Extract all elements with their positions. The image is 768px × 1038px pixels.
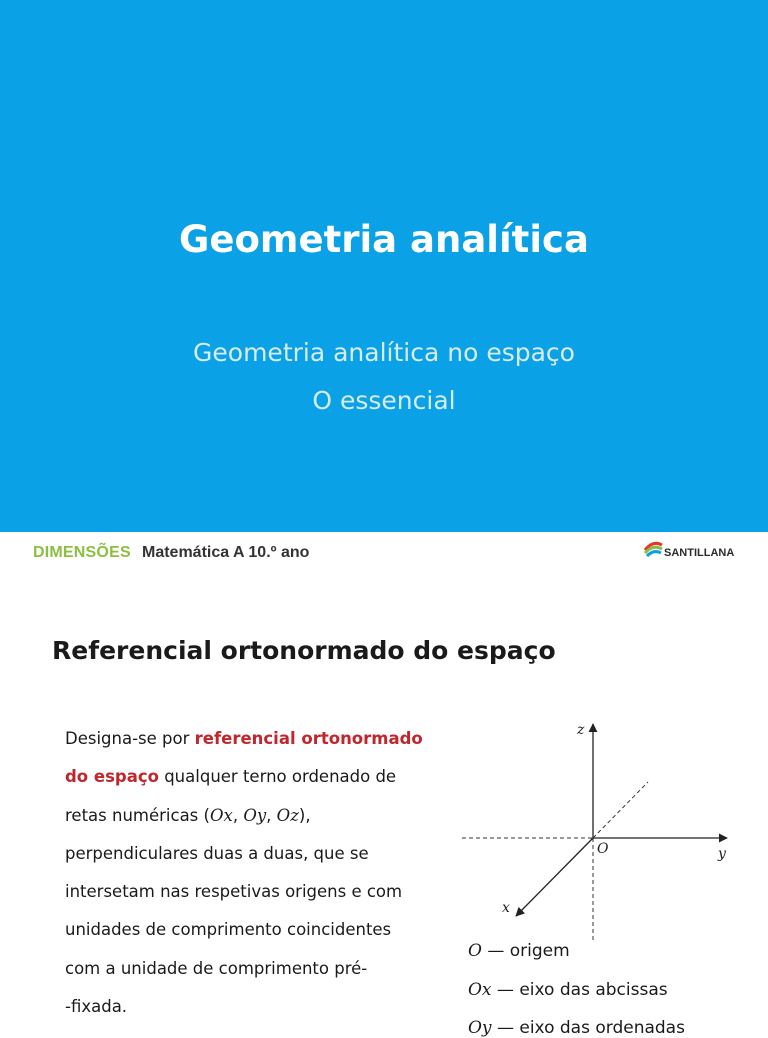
course-label: Matemática A 10.º ano — [142, 544, 310, 561]
publisher-name: SANTILLANA — [664, 547, 735, 559]
section-heading: Referencial ortonormado do espaço — [52, 636, 556, 665]
text-line: com a unidade de comprimento pré- — [65, 958, 368, 978]
x-axis — [516, 838, 593, 916]
text-fragment: retas numéricas ( — [65, 805, 210, 825]
text-fragment: qualquer terno ordenado de — [158, 767, 397, 787]
axes-diagram — [462, 716, 744, 942]
math-oy: Oy — [243, 805, 267, 825]
text-line: -fixada. — [65, 997, 128, 1017]
math-oz: Oz — [276, 805, 299, 825]
cover-title: Geometria analítica — [179, 218, 589, 261]
legend-symbol: Oy — [468, 1018, 492, 1038]
text-fragment: ), — [298, 805, 311, 825]
math-ox: Ox — [209, 805, 233, 825]
series-brand: DIMENSÕES — [33, 544, 131, 561]
legend-item — [468, 941, 570, 961]
highlight-term: do espaço — [65, 767, 159, 787]
legend-text: — eixo das ordenadas — [491, 1018, 685, 1038]
text-fragment: Designa-se por — [65, 729, 195, 748]
legend-symbol: Ox — [468, 980, 492, 1000]
highlight-term: referencial ortonormado — [194, 729, 423, 748]
legend-symbol: O — [468, 941, 482, 961]
legend-item — [468, 1018, 685, 1038]
cover-subtitle-line1: Geometria analítica no espaço — [193, 338, 575, 367]
legend-text: — eixo das abcissas — [491, 980, 668, 1000]
santillana-logo-icon — [643, 540, 663, 560]
cover-subtitle-line2: O essencial — [312, 386, 456, 415]
text-fragment: , — [232, 805, 244, 825]
text-line: perpendiculares duas a duas, que se — [65, 843, 369, 863]
slide-footer — [0, 532, 768, 572]
origin-label: O — [597, 841, 609, 857]
text-line: intersetam nas respetivas origens e com — [65, 882, 403, 902]
x-axis-negative — [593, 782, 648, 838]
publisher-logo — [643, 540, 734, 560]
x-axis-label: x — [502, 900, 510, 916]
y-axis-label: y — [718, 846, 726, 862]
legend-item — [468, 980, 668, 1000]
legend-text: — origem — [481, 941, 570, 961]
z-axis-label: z — [577, 722, 585, 738]
text-fragment: , — [266, 805, 277, 825]
definition-text — [65, 720, 435, 1026]
text-line: unidades de comprimento coincidentes — [65, 920, 392, 940]
